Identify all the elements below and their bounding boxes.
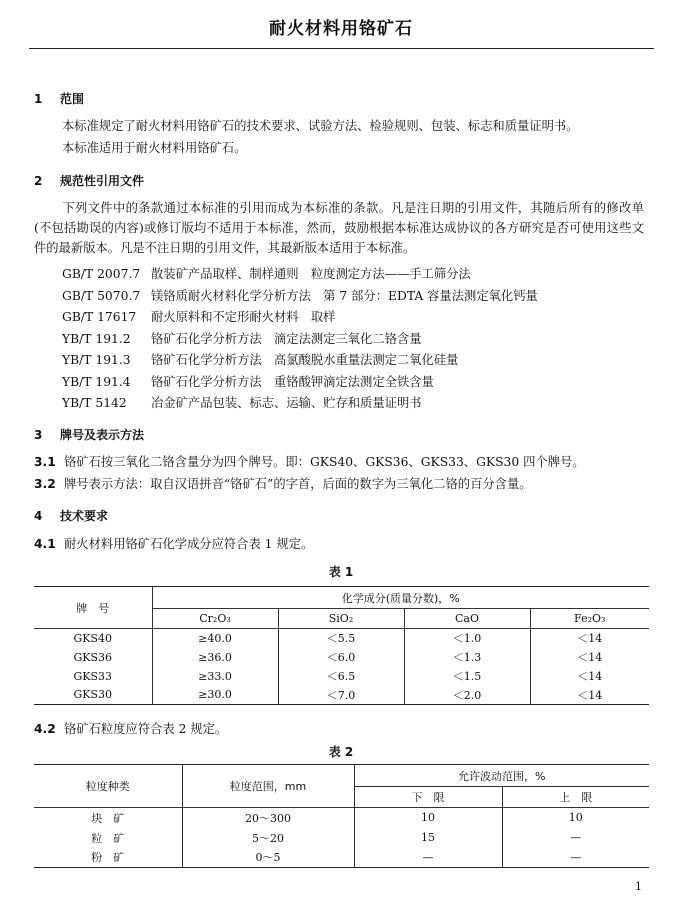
reference-title: 耐火原料和不定形耐火材料 取样 <box>151 310 336 324</box>
grain-type-cell: 粒 矿 <box>34 828 182 848</box>
page-number: 1 <box>635 880 642 893</box>
table-row <box>34 808 649 828</box>
reference-code: GB/T 17617 <box>62 310 137 324</box>
sio2-cell: ＜7.0 <box>278 686 404 705</box>
brand-cell: GKS30 <box>34 686 152 705</box>
section-title: 规范性引用文件 <box>60 174 145 188</box>
col-header-fe2o3: Fe₂O₃ <box>530 609 649 629</box>
table-row <box>34 667 649 686</box>
brand-header: 牌 号 <box>34 587 152 629</box>
lower-limit-cell: 10 <box>354 808 502 828</box>
fe2o3-cell: ＜14 <box>577 632 603 646</box>
grain-range-header: 粒度范围，mm <box>182 765 354 808</box>
reference-item <box>62 393 422 411</box>
fe2o3-cell: ＜14 <box>577 688 603 702</box>
section-number: 2 <box>34 174 43 188</box>
cr2o3-cell: ≥30.0 <box>152 686 278 705</box>
clause-number: 3.2 <box>34 477 56 491</box>
fe2o3-cell: ＜14 <box>577 651 603 664</box>
references-intro <box>34 198 644 258</box>
table-1-caption: 表 1 <box>328 565 354 579</box>
reference-title: 镁铬质耐火材料化学分析方法 第 7 部分：EDTA 容量法测定氧化钙量 <box>151 289 538 303</box>
section-number: 4 <box>34 509 43 523</box>
reference-item <box>62 264 471 282</box>
upper-limit-header: 上 限 <box>502 787 649 808</box>
reference-code: GB/T 2007.7 <box>62 267 141 281</box>
table-header-row <box>34 587 649 609</box>
reference-code: YB/T 5142 <box>62 396 127 410</box>
grain-type-cell: 块 矿 <box>34 808 182 828</box>
cao-cell: ＜1.5 <box>404 667 530 686</box>
reference-title: 铬矿石化学分析方法 滴定法测定三氧化二铬含量 <box>151 332 422 346</box>
chemical-composition-header: 化学成分(质量分数)，% <box>152 587 649 609</box>
reference-item <box>62 286 538 304</box>
reference-item <box>62 372 434 390</box>
references-intro-text: 下列文件中的条款通过本标准的引用而成为本标准的条款。凡是注日期的引用文件，其随后所有的修改单(不包括勘误的内容)或修订版均不适用于本标准，然而，鼓励根据本标准达成协议的各方研究是否可使用这些文件的最新版本。凡是不注日期的引用文件，其最新版本适用于本标准。 <box>34 201 644 255</box>
table-row <box>34 848 649 868</box>
section-number: 1 <box>34 92 43 106</box>
brand-cell: GKS36 <box>34 648 152 667</box>
sio2-cell: ＜6.5 <box>278 667 404 686</box>
cao-cell: ＜1.0 <box>404 629 530 648</box>
clause-number: 4.2 <box>34 722 56 736</box>
table-row <box>34 686 649 705</box>
table-2 <box>34 764 649 868</box>
clause-number: 4.1 <box>34 537 56 551</box>
cr2o3-cell: ≥40.0 <box>152 629 278 648</box>
clause-text: 耐火材料用铬矿石化学成分应符合表 1 规定。 <box>64 537 314 551</box>
upper-limit-cell: — <box>570 850 582 864</box>
clause-4-1 <box>34 534 313 552</box>
upper-limit-cell: — <box>570 831 582 844</box>
lower-limit-cell: — <box>354 848 502 868</box>
reference-item <box>62 350 458 368</box>
reference-code: YB/T 191.2 <box>62 332 131 346</box>
clause-text: 铬矿石粒度应符合表 2 规定。 <box>64 722 228 736</box>
reference-item <box>62 307 335 325</box>
section-title: 牌号及表示方法 <box>60 428 145 442</box>
table-1 <box>34 586 649 705</box>
section-title: 范围 <box>60 92 85 106</box>
brand-cell: GKS33 <box>34 667 152 686</box>
reference-title: 冶金矿产品包装、标志、运输、贮存和质量证明书 <box>151 396 422 410</box>
clause-text: 牌号表示方法：取自汉语拼音“铬矿石”的字首，后面的数字为三氧化二铬的百分含量。 <box>64 477 532 491</box>
grain-range-cell: 5～20 <box>182 828 354 848</box>
cr2o3-cell: ≥36.0 <box>152 648 278 667</box>
section-4-heading <box>34 507 108 524</box>
reference-title: 铬矿石化学分析方法 重铬酸钾滴定法测定全铁含量 <box>151 375 434 389</box>
clause-number: 3.1 <box>34 455 56 469</box>
grain-range-cell: 0～5 <box>182 848 354 868</box>
clause-3-1 <box>34 452 585 470</box>
scope-paragraph-2: 本标准适用于耐火材料用铬矿石。 <box>62 141 247 155</box>
section-number: 3 <box>34 428 43 442</box>
fe2o3-cell: ＜14 <box>577 670 603 683</box>
title-rule <box>29 48 654 49</box>
grain-type-header: 粒度种类 <box>34 765 182 808</box>
col-header-cr2o3: Cr₂O₃ <box>152 609 278 629</box>
clause-4-2 <box>34 719 227 737</box>
lower-limit-header: 下 限 <box>354 787 502 808</box>
grain-range-cell: 20～300 <box>182 808 354 828</box>
table-header-row <box>34 765 649 787</box>
document-title: 耐火材料用铬矿石 <box>269 19 413 39</box>
reference-title: 散装矿产品取样、制样通则 粒度测定方法——手工筛分法 <box>151 267 471 281</box>
reference-title: 铬矿石化学分析方法 高氯酸脱水重量法测定二氧化硅量 <box>151 353 459 367</box>
cr2o3-cell: ≥33.0 <box>152 667 278 686</box>
section-3-heading <box>34 426 144 443</box>
table-row <box>34 828 649 848</box>
reference-code: YB/T 191.4 <box>62 375 131 389</box>
tolerance-header: 允许波动范围，% <box>354 765 649 787</box>
table-row <box>34 648 649 667</box>
table-2-caption: 表 2 <box>328 745 354 759</box>
sio2-cell: ＜5.5 <box>278 629 404 648</box>
col-header-cao: CaO <box>404 609 530 629</box>
scope-paragraph-1: 本标准规定了耐火材料用铬矿石的技术要求、试验方法、检验规则、包装、标志和质量证明书。 <box>62 119 579 133</box>
reference-code: GB/T 5070.7 <box>62 289 141 303</box>
table-row <box>34 629 649 648</box>
col-header-sio2: SiO₂ <box>278 609 404 629</box>
cao-cell: ＜2.0 <box>404 686 530 705</box>
grain-type-cell: 粉 矿 <box>34 848 182 868</box>
upper-limit-cell: 10 <box>568 811 583 825</box>
reference-code: YB/T 191.3 <box>62 353 131 367</box>
brand-cell: GKS40 <box>34 629 152 648</box>
cao-cell: ＜1.3 <box>404 648 530 667</box>
section-title: 技术要求 <box>60 509 109 523</box>
clause-3-2 <box>34 474 532 492</box>
section-2-heading <box>34 172 144 189</box>
section-1-heading <box>34 90 84 107</box>
sio2-cell: ＜6.0 <box>278 648 404 667</box>
reference-item <box>62 329 422 347</box>
clause-text: 铬矿石按三氧化二铬含量分为四个牌号。即：GKS40、GKS36、GKS33、GKS30 四个牌号。 <box>64 455 585 469</box>
lower-limit-cell: 15 <box>354 828 502 848</box>
